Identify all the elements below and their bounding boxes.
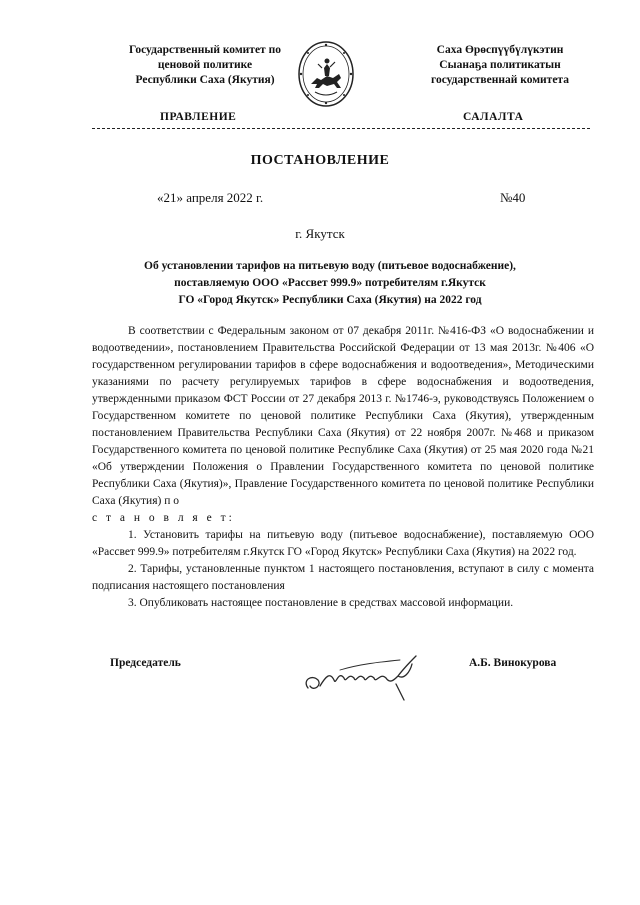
header-left-line: Республики Саха (Якутия) — [135, 74, 275, 86]
header-divider — [92, 128, 590, 129]
header-left-org — [90, 43, 320, 88]
resolution-item-2: 2. Тарифы, установленные пунктом 1 настоящего постановления, вступают в силу с момента подписания настоящего постановления — [92, 563, 594, 592]
signer-position: Председатель — [110, 657, 181, 669]
header-right-line: государственнай комитета — [431, 74, 569, 86]
department-right: САЛАЛТА — [463, 111, 524, 123]
header-right-line: Сыанаҕа политикатын — [439, 59, 561, 71]
preamble-paragraph — [92, 323, 594, 510]
header-left-line: Государственный комитет по — [129, 44, 281, 56]
resolution-item-1: 1. Установить тарифы на питьевую воду (питьевое водоснабжение), поставляемую ООО «Рассвет 999.9» потребителям г.Якутск ГО «Город Якутск» Республики Саха (Якутия) на 2022 год. — [92, 529, 594, 558]
subject-line: Об установлении тарифов на питьевую воду (питьевое водоснабжение), — [144, 260, 516, 272]
subject-line: ГО «Город Якутск» Республики Саха (Якутия) на 2022 год — [178, 294, 482, 306]
document-title: ПОСТАНОВЛЕНИЕ — [250, 153, 390, 168]
document-subject — [110, 258, 550, 309]
coat-of-arms-icon — [297, 40, 355, 108]
subject-line: поставляемую ООО «Рассвет 999.9» потребителям г.Якутск — [174, 277, 486, 289]
signer-name: А.Б. Винокурова — [469, 657, 557, 669]
resolve-paragraph — [92, 510, 594, 527]
document-city: г. Якутск — [295, 226, 345, 241]
header-right-line: Саха Өрөспүүбүлүкэтин — [436, 44, 564, 56]
header-right-org — [390, 43, 610, 88]
document-date: «21» апреля 2022 г. — [157, 190, 264, 205]
department-left: ПРАВЛЕНИЕ — [160, 111, 237, 123]
handwritten-signature-icon — [300, 650, 440, 705]
document-body — [92, 323, 594, 612]
header-left-line: ценовой политике — [157, 59, 253, 71]
resolution-item-3: 3. Опубликовать настоящее постановление в средствах массовой информации. — [128, 597, 514, 609]
preamble-text: В соответствии с Федеральным законом от 07 декабря 2011г. №416-ФЗ «О водоснабжении и водоотведении», постановлением Правительства Российской Федерации от 13 мая 2013г. №406 «О государственном регулировании тарифов в сфере водоснабжения и водоотведения», Методическими указаниями по расчету регулируемых тарифов в сфере водоснабжения и водоотведения, утвержденными приказом ФСТ России от 27 декабря 2013 г. №1746-э, руководствуясь Положением о Государственном комитете по ценовой политике Республики Саха (Якутия), утвержденным постановлением Правительства Республики Саха (Якутия) от 22 ноября 2007г. №468 и приказом Государственного комитета по ценовой политике Республике Саха (Якутия) от 25 мая 2020 года №21 «Об утверждении Положения о Правлении Государственного комитета по ценовой политике Республики Саха (Якутия)», Правление Государственного комитета по ценовой политике Республики Саха (Якутия) п о — [92, 325, 594, 507]
resolve-word: с т а н о в л я е т: — [92, 512, 235, 524]
document-number: №40 — [500, 190, 526, 205]
